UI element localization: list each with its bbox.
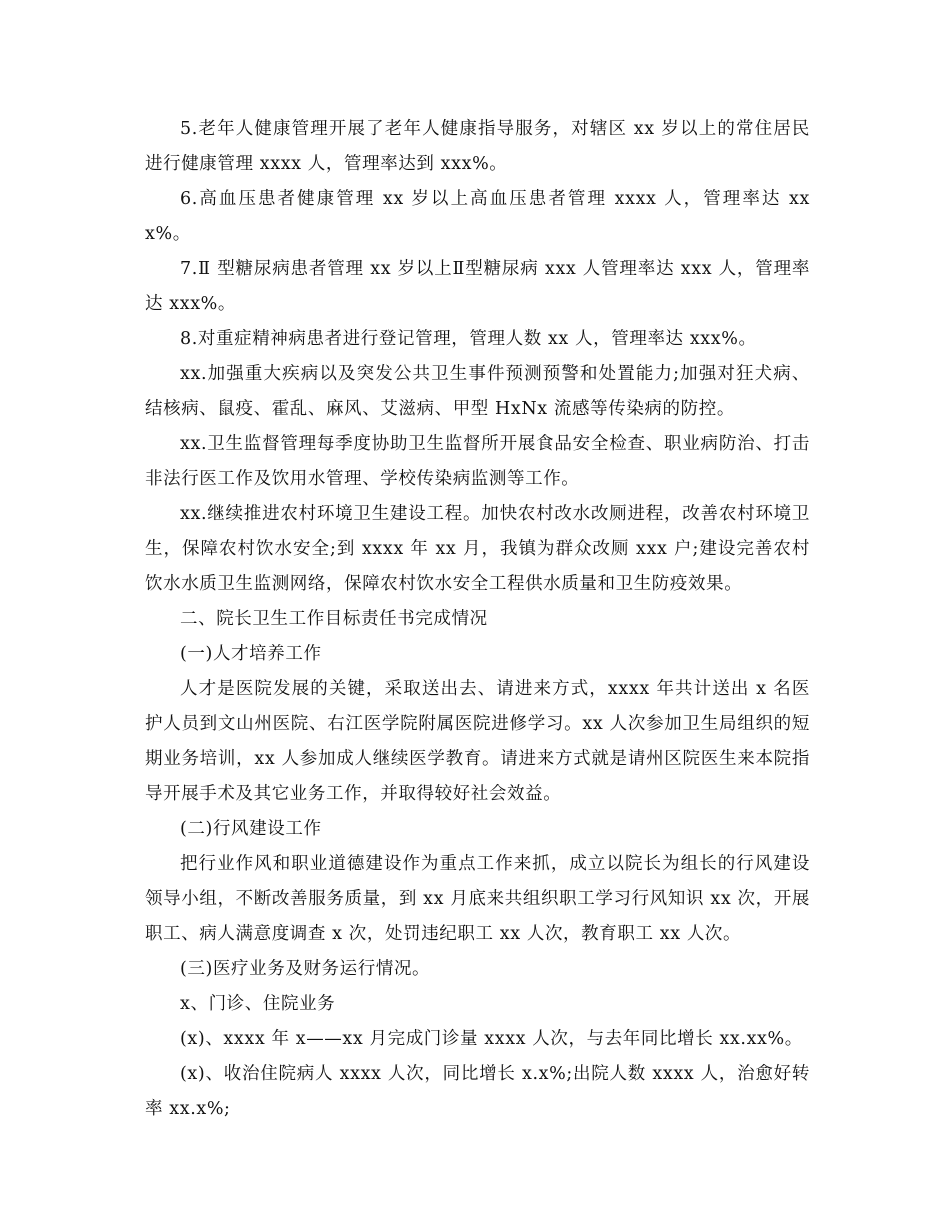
subheading-talent-training: (一)人才培养工作 — [180, 644, 322, 664]
paragraph-mental-illness: 8.对重症精神病患者进行登记管理，管理人数 xx 人，管理率达 xxx%。 — [180, 329, 757, 349]
paragraph-diabetes: 7.Ⅱ 型糖尿病患者管理 xx 岁以上Ⅱ型糖尿病 xxx 人管理率达 xxx 人，管理率达 xxx%。 — [145, 259, 810, 314]
paragraph-outpatient: (x)、xxxx 年 x——xx 月完成门诊量 xxxx 人次，与去年同比增长 xx.xx%。 — [180, 1029, 803, 1049]
paragraph-disease-control: xx.加强重大疾病以及突发公共卫生事件预测预警和处置能力;加强对狂犬病、结核病、鼠疫、霍乱、麻风、艾滋病、甲型 HxNx 流感等传染病的防控。 — [145, 364, 810, 419]
subheading-conduct: (二)行风建设工作 — [180, 819, 322, 839]
paragraph-hypertension: 6.高血压患者健康管理 xx 岁以上高血压患者管理 xxxx 人，管理率达 xxx%。 — [145, 189, 810, 244]
paragraph-talent-training: 人才是医院发展的关键，采取送出去、请进来方式，xxxx 年共计送出 x 名医护人员到文山州医院、右江医学院附属医院进修学习。xx 人次参加卫生局组织的短期业务培训，xx 人参加成人继续医学教育。请进来方式就是请州区院医生来本院指导开展手术及其它业务工作，并取得较好社会效益。 — [145, 679, 810, 804]
subheading-medical-finance: (三)医疗业务及财务运行情况。 — [180, 959, 431, 979]
paragraph-conduct: 把行业作风和职业道德建设作为重点工作来抓，成立以院长为组长的行风建设领导小组，不断改善服务质量，到 xx 月底来共组织职工学习行风知识 xx 次，开展职工、病人满意度调查 x 次，处罚违纪职工 xx 人次，教育职工 xx 人次。 — [145, 854, 810, 944]
paragraph-inpatient: (x)、收治住院病人 xxxx 人次，同比增长 x.x%;出院人数 xxxx 人，治愈好转率 xx.x%; — [145, 1064, 810, 1119]
paragraph-health-supervision: xx.卫生监督管理每季度协助卫生监督所开展食品安全检查、职业病防治、打击非法行医工作及饮用水管理、学校传染病监测等工作。 — [145, 434, 810, 489]
paragraph-elderly-health: 5.老年人健康管理开展了老年人健康指导服务，对辖区 xx 岁以上的常住居民进行健康管理 xxxx 人，管理率达到 xxx%。 — [145, 119, 810, 174]
subheading-outpatient-inpatient: x、门诊、住院业务 — [180, 994, 336, 1014]
paragraph-rural-environment: xx.继续推进农村环境卫生建设工程。加快农村改水改厕进程，改善农村环境卫生，保障农村饮水安全;到 xxxx 年 xx 月，我镇为群众改厕 xxx 户;建设完善农村饮水水质卫生监测网络，保障农村饮水安全工程供水质量和卫生防疫效果。 — [145, 504, 810, 594]
section-heading-responsibility: 二、院长卫生工作目标责任书完成情况 — [180, 609, 488, 629]
document-body — [145, 112, 810, 1127]
